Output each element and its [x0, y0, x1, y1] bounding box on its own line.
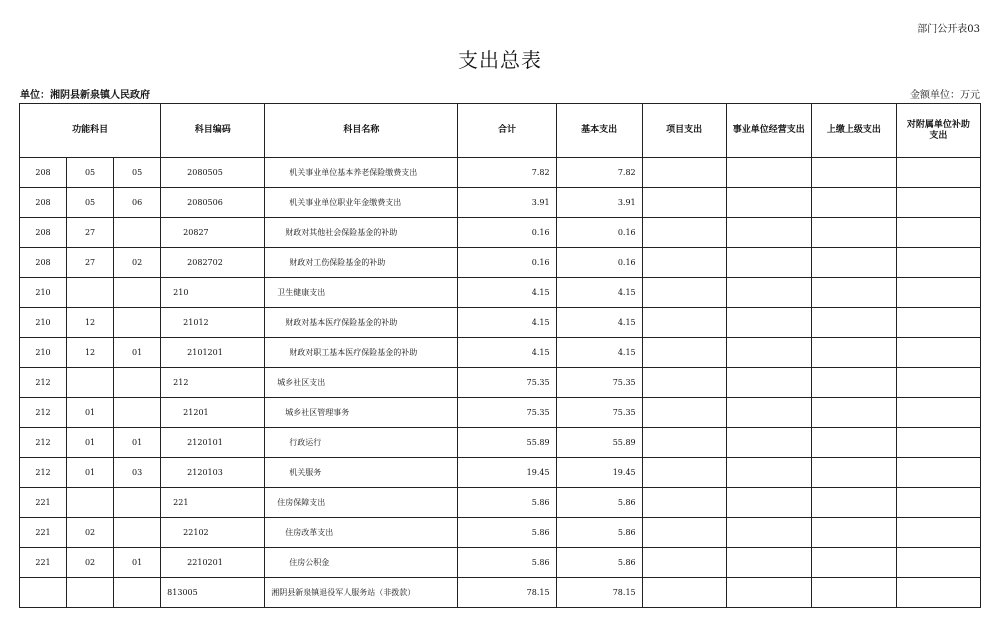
- business-cell: [726, 278, 811, 308]
- table-row: [20, 488, 981, 518]
- subsidy-cell: [896, 338, 980, 368]
- func-subitem-cell: [114, 488, 161, 518]
- name-cell: 机关事业单位基本养老保险缴费支出: [265, 158, 458, 188]
- total-cell: 4.15: [458, 278, 556, 308]
- func-subitem-cell: 01: [114, 548, 161, 578]
- func-item-cell: 12: [67, 338, 114, 368]
- name-cell: 湘阴县新泉镇退役军人服务站（非拨款）: [265, 578, 458, 608]
- basic-cell: 0.16: [556, 248, 642, 278]
- project-cell: [642, 458, 726, 488]
- upper-cell: [811, 578, 896, 608]
- table-row: [20, 518, 981, 548]
- code-cell: 2120101: [161, 428, 265, 458]
- table-row: [20, 398, 981, 428]
- func-item-cell: 05: [67, 188, 114, 218]
- project-cell: [642, 398, 726, 428]
- upper-cell: [811, 248, 896, 278]
- func-subitem-cell: [114, 218, 161, 248]
- name-cell: 卫生健康支出: [265, 278, 458, 308]
- func-item-cell: 27: [67, 248, 114, 278]
- table-row: [20, 548, 981, 578]
- total-cell: 3.91: [458, 188, 556, 218]
- header-project: 项目支出: [642, 104, 726, 158]
- header-name: 科目名称: [265, 104, 458, 158]
- code-cell: 2082702: [161, 248, 265, 278]
- code-cell: 210: [161, 278, 265, 308]
- func-class-cell: 210: [20, 338, 67, 368]
- subsidy-cell: [896, 578, 980, 608]
- name-cell: 机关事业单位职业年金缴费支出: [265, 188, 458, 218]
- upper-cell: [811, 518, 896, 548]
- subsidy-cell: [896, 278, 980, 308]
- table-row: [20, 368, 981, 398]
- func-subitem-cell: [114, 278, 161, 308]
- code-cell: 212: [161, 368, 265, 398]
- func-class-cell: 221: [20, 488, 67, 518]
- subsidy-cell: [896, 428, 980, 458]
- func-subitem-cell: [114, 368, 161, 398]
- name-cell: 住房保障支出: [265, 488, 458, 518]
- business-cell: [726, 308, 811, 338]
- table-row: [20, 428, 981, 458]
- func-class-cell: 212: [20, 398, 67, 428]
- total-cell: 0.16: [458, 218, 556, 248]
- name-cell: 财政对基本医疗保险基金的补助: [265, 308, 458, 338]
- name-cell: 财政对工伤保险基金的补助: [265, 248, 458, 278]
- total-cell: 75.35: [458, 398, 556, 428]
- func-item-cell: [67, 368, 114, 398]
- business-cell: [726, 578, 811, 608]
- func-class-cell: 208: [20, 158, 67, 188]
- business-cell: [726, 218, 811, 248]
- project-cell: [642, 518, 726, 548]
- func-item-cell: 01: [67, 428, 114, 458]
- upper-cell: [811, 368, 896, 398]
- func-class-cell: 210: [20, 308, 67, 338]
- subsidy-cell: [896, 218, 980, 248]
- func-class-cell: [20, 578, 67, 608]
- table-row: [20, 218, 981, 248]
- func-class-cell: 208: [20, 218, 67, 248]
- subsidy-cell: [896, 368, 980, 398]
- table-row: [20, 248, 981, 278]
- upper-cell: [811, 338, 896, 368]
- upper-cell: [811, 308, 896, 338]
- upper-cell: [811, 458, 896, 488]
- upper-cell: [811, 158, 896, 188]
- upper-cell: [811, 548, 896, 578]
- name-cell: 财政对其他社会保险基金的补助: [265, 218, 458, 248]
- upper-cell: [811, 398, 896, 428]
- func-class-cell: 212: [20, 368, 67, 398]
- project-cell: [642, 548, 726, 578]
- header-business: 事业单位经营支出: [726, 104, 811, 158]
- name-cell: 机关服务: [265, 458, 458, 488]
- subsidy-cell: [896, 518, 980, 548]
- func-subitem-cell: 06: [114, 188, 161, 218]
- func-class-cell: 212: [20, 428, 67, 458]
- func-class-cell: 212: [20, 458, 67, 488]
- code-cell: 21201: [161, 398, 265, 428]
- project-cell: [642, 368, 726, 398]
- business-cell: [726, 188, 811, 218]
- doc-code: 部门公开表03: [917, 24, 980, 35]
- name-cell: 住房公积金: [265, 548, 458, 578]
- basic-cell: 5.86: [556, 548, 642, 578]
- total-cell: 0.16: [458, 248, 556, 278]
- header-code: 科目编码: [161, 104, 265, 158]
- code-cell: 2101201: [161, 338, 265, 368]
- code-cell: 21012: [161, 308, 265, 338]
- func-class-cell: 208: [20, 248, 67, 278]
- func-subitem-cell: 05: [114, 158, 161, 188]
- table-row: [20, 458, 981, 488]
- project-cell: [642, 578, 726, 608]
- subsidy-cell: [896, 548, 980, 578]
- code-cell: 813005: [161, 578, 265, 608]
- business-cell: [726, 248, 811, 278]
- code-cell: 22102: [161, 518, 265, 548]
- project-cell: [642, 278, 726, 308]
- table-row: [20, 278, 981, 308]
- header-total: 合计: [458, 104, 556, 158]
- code-cell: 221: [161, 488, 265, 518]
- project-cell: [642, 488, 726, 518]
- subsidy-cell: [896, 398, 980, 428]
- project-cell: [642, 308, 726, 338]
- subsidy-cell: [896, 458, 980, 488]
- project-cell: [642, 428, 726, 458]
- business-cell: [726, 368, 811, 398]
- func-class-cell: 221: [20, 518, 67, 548]
- header-subsidy: 对附属单位补助支出: [896, 104, 980, 158]
- subsidy-cell: [896, 488, 980, 518]
- basic-cell: 0.16: [556, 218, 642, 248]
- func-item-cell: 27: [67, 218, 114, 248]
- func-subitem-cell: 01: [114, 428, 161, 458]
- basic-cell: 4.15: [556, 308, 642, 338]
- func-subitem-cell: [114, 398, 161, 428]
- func-subitem-cell: [114, 308, 161, 338]
- upper-cell: [811, 428, 896, 458]
- upper-cell: [811, 218, 896, 248]
- name-cell: 财政对职工基本医疗保险基金的补助: [265, 338, 458, 368]
- total-cell: 5.86: [458, 518, 556, 548]
- table-row: [20, 158, 981, 188]
- total-cell: 55.89: [458, 428, 556, 458]
- header-basic: 基本支出: [556, 104, 642, 158]
- upper-cell: [811, 188, 896, 218]
- total-cell: 5.86: [458, 488, 556, 518]
- business-cell: [726, 338, 811, 368]
- func-item-cell: 02: [67, 548, 114, 578]
- name-cell: 城乡社区支出: [265, 368, 458, 398]
- total-cell: 5.86: [458, 548, 556, 578]
- project-cell: [642, 218, 726, 248]
- code-cell: 2120103: [161, 458, 265, 488]
- upper-cell: [811, 488, 896, 518]
- business-cell: [726, 548, 811, 578]
- basic-cell: 75.35: [556, 398, 642, 428]
- amount-unit: 金额单位：万元: [910, 90, 980, 101]
- name-cell: 住房改革支出: [265, 518, 458, 548]
- basic-cell: 5.86: [556, 518, 642, 548]
- name-cell: 城乡社区管理事务: [265, 398, 458, 428]
- basic-cell: 5.86: [556, 488, 642, 518]
- subsidy-cell: [896, 158, 980, 188]
- business-cell: [726, 428, 811, 458]
- func-item-cell: 05: [67, 158, 114, 188]
- table-body: [20, 158, 981, 608]
- project-cell: [642, 188, 726, 218]
- func-item-cell: [67, 578, 114, 608]
- total-cell: 19.45: [458, 458, 556, 488]
- code-cell: 2080505: [161, 158, 265, 188]
- func-item-cell: 01: [67, 458, 114, 488]
- total-cell: 7.82: [458, 158, 556, 188]
- business-cell: [726, 518, 811, 548]
- upper-cell: [811, 278, 896, 308]
- project-cell: [642, 158, 726, 188]
- business-cell: [726, 458, 811, 488]
- business-cell: [726, 398, 811, 428]
- basic-cell: 7.82: [556, 158, 642, 188]
- project-cell: [642, 248, 726, 278]
- basic-cell: 55.89: [556, 428, 642, 458]
- header-upper: 上缴上级支出: [811, 104, 896, 158]
- total-cell: 75.35: [458, 368, 556, 398]
- func-item-cell: 12: [67, 308, 114, 338]
- func-item-cell: 02: [67, 518, 114, 548]
- business-cell: [726, 488, 811, 518]
- unit-name: 单位：湘阴县新泉镇人民政府: [20, 90, 150, 101]
- func-item-cell: 01: [67, 398, 114, 428]
- code-cell: 20827: [161, 218, 265, 248]
- func-class-cell: 210: [20, 278, 67, 308]
- project-cell: [642, 338, 726, 368]
- basic-cell: 19.45: [556, 458, 642, 488]
- func-item-cell: [67, 278, 114, 308]
- expenditure-table: [19, 103, 981, 608]
- code-cell: 2210201: [161, 548, 265, 578]
- func-subitem-cell: [114, 578, 161, 608]
- func-class-cell: 208: [20, 188, 67, 218]
- page-title: 支出总表: [458, 48, 542, 72]
- total-cell: 78.15: [458, 578, 556, 608]
- func-subitem-cell: 01: [114, 338, 161, 368]
- total-cell: 4.15: [458, 308, 556, 338]
- func-subitem-cell: 03: [114, 458, 161, 488]
- func-class-cell: 221: [20, 548, 67, 578]
- subsidy-cell: [896, 308, 980, 338]
- name-cell: 行政运行: [265, 428, 458, 458]
- table-row: [20, 308, 981, 338]
- func-item-cell: [67, 488, 114, 518]
- basic-cell: 75.35: [556, 368, 642, 398]
- basic-cell: 78.15: [556, 578, 642, 608]
- header-func: 功能科目: [20, 104, 161, 158]
- table-row: [20, 188, 981, 218]
- table-header-row: [20, 104, 981, 158]
- basic-cell: 3.91: [556, 188, 642, 218]
- subsidy-cell: [896, 248, 980, 278]
- business-cell: [726, 158, 811, 188]
- total-cell: 4.15: [458, 338, 556, 368]
- func-subitem-cell: 02: [114, 248, 161, 278]
- basic-cell: 4.15: [556, 278, 642, 308]
- table-row: [20, 578, 981, 608]
- func-subitem-cell: [114, 518, 161, 548]
- basic-cell: 4.15: [556, 338, 642, 368]
- table-row: [20, 338, 981, 368]
- code-cell: 2080506: [161, 188, 265, 218]
- subsidy-cell: [896, 188, 980, 218]
